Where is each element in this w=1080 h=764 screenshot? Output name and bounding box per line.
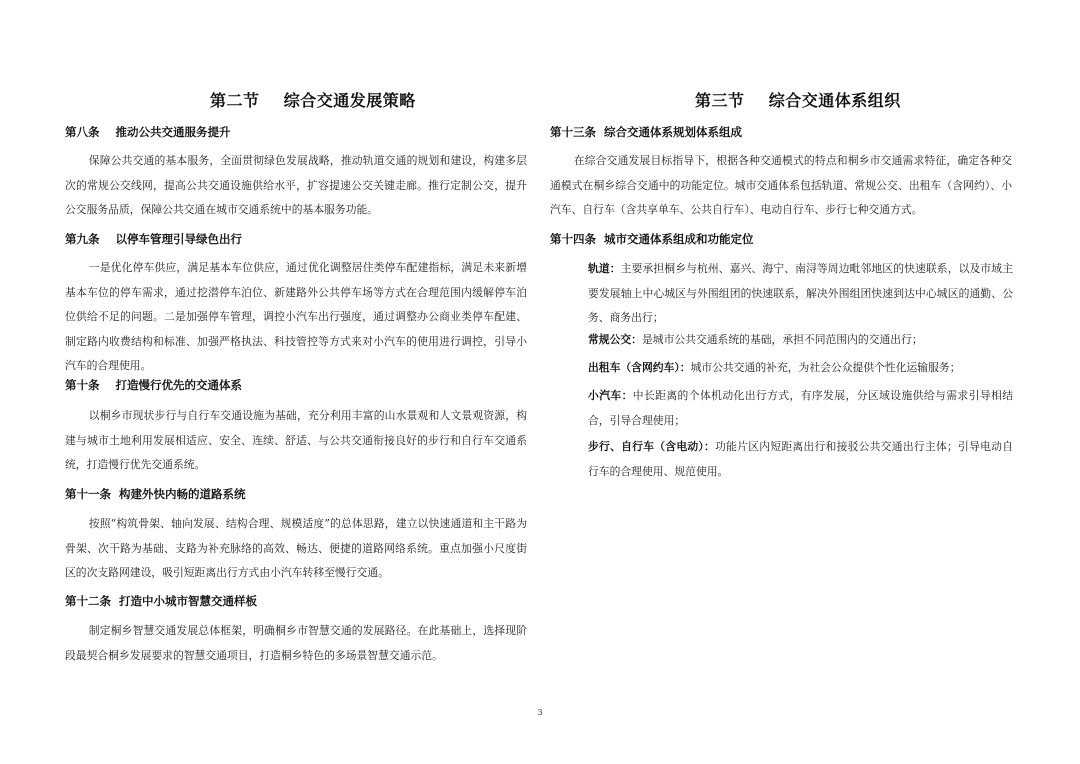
article-12-text: 制定桐乡智慧交通发展总体框架，明确桐乡市智慧交通的发展路径。在此基础上，选择现阶段最契合桐乡发展要求的智慧交通项目，打造桐乡特色的多场景智慧交通示范。 (65, 624, 527, 662)
entry-text: 功能片区内短距离出行和接驳公共交通出行主体；引导电动自行车的合理使用、规范使用。 (588, 440, 1013, 478)
entry-car (588, 384, 1013, 433)
entry-text: 中长距离的个体机动化出行方式，有序发展，分区域设施供给与需求引导相结合，引导合理使用； (588, 389, 1013, 427)
article-14-heading: 第十四条 城市交通体系组成和功能定位 (550, 232, 754, 246)
entry-term: 出租车（含网约车）： (588, 361, 691, 374)
section-title-3: 第三节 综合交通体系组织 (695, 91, 901, 110)
entry-text: 主要承担桐乡与杭州、嘉兴、海宁、南浔等周边毗邻地区的快速联系，以及市域主要发展轴上中心城区与外围组团的快速联系，解决外围组团快速到达中心城区的通勤、公务、商务出行； (588, 262, 1013, 325)
article-11-text: 按照“构筑骨架、轴向发展、结构合理、规模适度”的总体思路，建立以快速通道和主干路为骨架、次干路为基础、支路为补充脉络的高效、畅达、便捷的道路网络系统。重点加强小尺度街区的次支路网建设，吸引短距离出行方式由小汽车转移至慢行交通。 (65, 517, 527, 580)
entry-taxi (588, 356, 1013, 381)
article-10-text: 以桐乡市现状步行与自行车交通设施为基础，充分利用丰富的山水景观和人文景观资源，构建与城市土地利用发展相适应、安全、连续、舒适、与公共交通衔接良好的步行和自行车交通系统，打造慢行优先交通系统。 (65, 409, 527, 472)
section-title-2: 第二节 综合交通发展策略 (210, 91, 416, 110)
entry-text: 城市公共交通的补充，为社会公众提供个性化运输服务； (690, 361, 961, 374)
article-13-heading: 第十三条 综合交通体系规划体系组成 (550, 125, 743, 139)
article-13-text: 在综合交通发展目标指导下，根据各种交通模式的特点和桐乡市交通需求特征，确定各种交通模式在桐乡综合交通中的功能定位。城市交通体系包括轨道、常规公交、出租车（含网约）、小汽车、自行车（含共享单车、公共自行车）、电动自行车、步行七种交通方式。 (550, 154, 1012, 217)
article-11-heading: 第十一条 构建外快内畅的道路系统 (65, 487, 246, 501)
entry-text: 是城市公共交通系统的基础，承担不同范围内的交通出行； (641, 333, 923, 346)
entry-term: 步行、自行车（含电动）： (588, 440, 716, 453)
entry-rail (588, 257, 1013, 331)
article-9-text: 一是优化停车供应，满足基本车位供应，通过优化调整居住类停车配建指标，满足未来新增基本车位的停车需求，通过挖潜停车泊位、新建路外公共停车场等方式在合理范围内缓解停车泊位供给不足的问题。二是加强停车管理，调控小汽车出行强度，通过调整办公商业类停车配建、制定路内收费结构和标准、加强严格执法、科技管控等方式来对小汽车的使用进行调控，引导小汽车的合理使用。 (65, 261, 527, 373)
article-10-heading: 第十条 打造慢行优先的交通体系 (65, 378, 243, 392)
article-9-heading: 第九条 以停车管理引导绿色出行 (65, 232, 243, 246)
entry-term: 小汽车： (588, 389, 633, 402)
entry-walk-bike (588, 435, 1013, 484)
entry-bus (588, 328, 1013, 353)
article-8-text: 保障公共交通的基本服务，全面贯彻绿色发展战略，推动轨道交通的规划和建设，构建多层次的常规公交线网，提高公共交通设施供给水平，扩容提速公交关键走廊。推行定制公交，提升公交服务品质，保障公共交通在城市交通系统中的基本服务功能。 (65, 154, 527, 217)
article-12-heading: 第十二条 打造中小城市智慧交通样板 (65, 594, 258, 608)
entry-term: 常规公交： (588, 333, 642, 346)
article-8-heading: 第八条 推动公共交通服务提升 (65, 125, 231, 139)
entry-term: 轨道： (588, 262, 621, 275)
page-number: 3 (537, 708, 543, 717)
